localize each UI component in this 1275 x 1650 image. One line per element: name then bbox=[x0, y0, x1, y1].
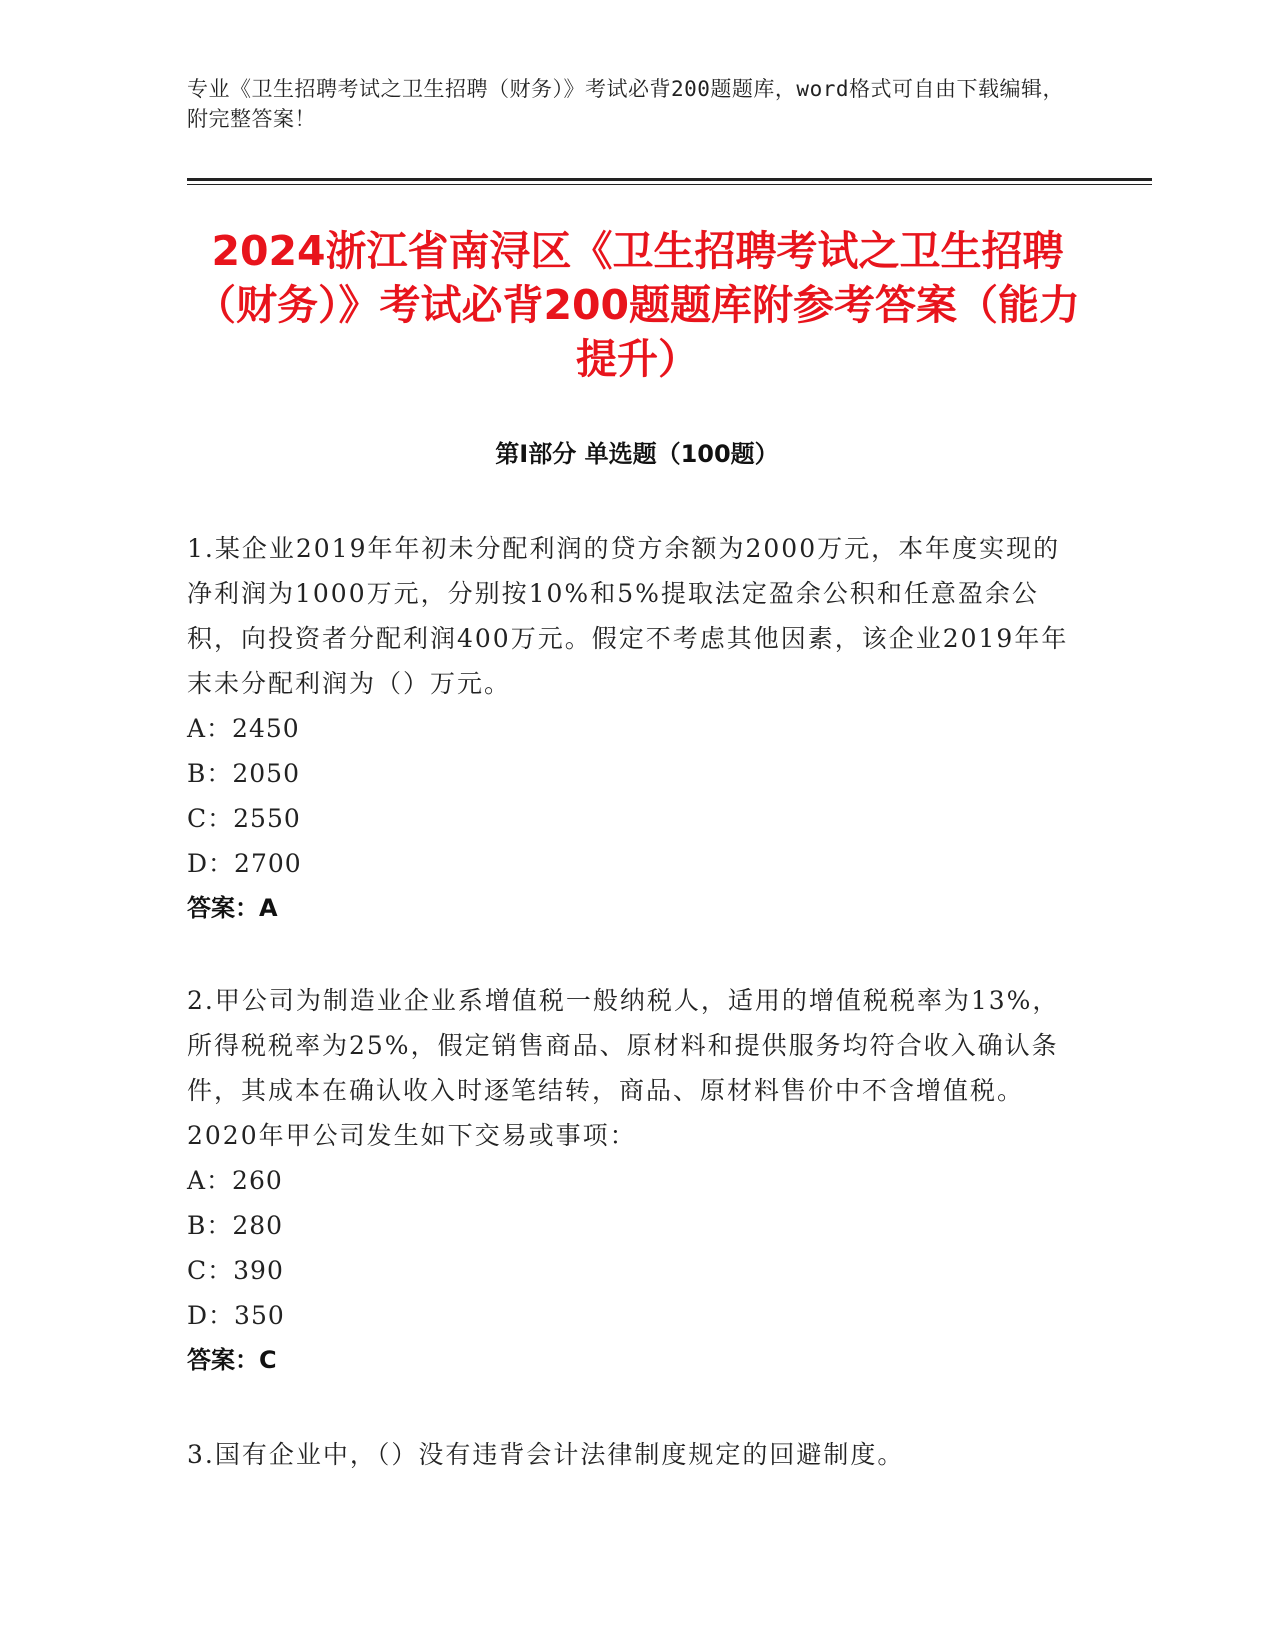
section-title: 第I部分 单选题（100题） bbox=[495, 440, 779, 468]
header-note: 专业《卫生招聘考试之卫生招聘（财务）》考试必背200题题库，word格式可自由下载编辑，附完整答案！ bbox=[187, 77, 1064, 131]
header-divider-thick bbox=[187, 178, 1152, 181]
option-b: B：2050 bbox=[187, 759, 300, 788]
answer-line: 答案：C bbox=[187, 1346, 277, 1374]
document-title: 2024浙江省南浔区《卫生招聘考试之卫生招聘（财务）》考试必背200题题库附参考答案（能力提升） bbox=[194, 227, 1081, 383]
answer-line: 答案：A bbox=[187, 894, 278, 922]
question-stem: 2.甲公司为制造业企业系增值税一般纳税人，适用的增值税税率为13%，所得税税率为25%，假定销售商品、原材料和提供服务均符合收入确认条件，其成本在确认收入时逐笔结转，商品、原材料售价中不含增值税。2020年甲公司发生如下交易或事项： bbox=[187, 986, 1060, 1150]
question-1 bbox=[187, 526, 1077, 931]
option-a: A：2450 bbox=[187, 714, 300, 743]
question-3 bbox=[187, 1432, 1077, 1477]
option-d: D：350 bbox=[187, 1301, 285, 1330]
question-stem: 1.某企业2019年年初未分配利润的贷方余额为2000万元，本年度实现的净利润为1000万元，分别按10%和5%提取法定盈余公积和任意盈余公积，向投资者分配利润400万元。假定不考虑其他因素，该企业2019年年末未分配利润为（）万元。 bbox=[187, 534, 1069, 698]
question-stem: 3.国有企业中，（）没有违背会计法律制度规定的回避制度。 bbox=[187, 1440, 905, 1469]
question-2 bbox=[187, 978, 1077, 1383]
option-b: B：280 bbox=[187, 1211, 284, 1240]
option-a: A：260 bbox=[187, 1166, 283, 1195]
option-c: C：2550 bbox=[187, 804, 301, 833]
option-d: D：2700 bbox=[187, 849, 302, 878]
header-divider-thin bbox=[187, 184, 1152, 185]
option-c: C：390 bbox=[187, 1256, 284, 1285]
